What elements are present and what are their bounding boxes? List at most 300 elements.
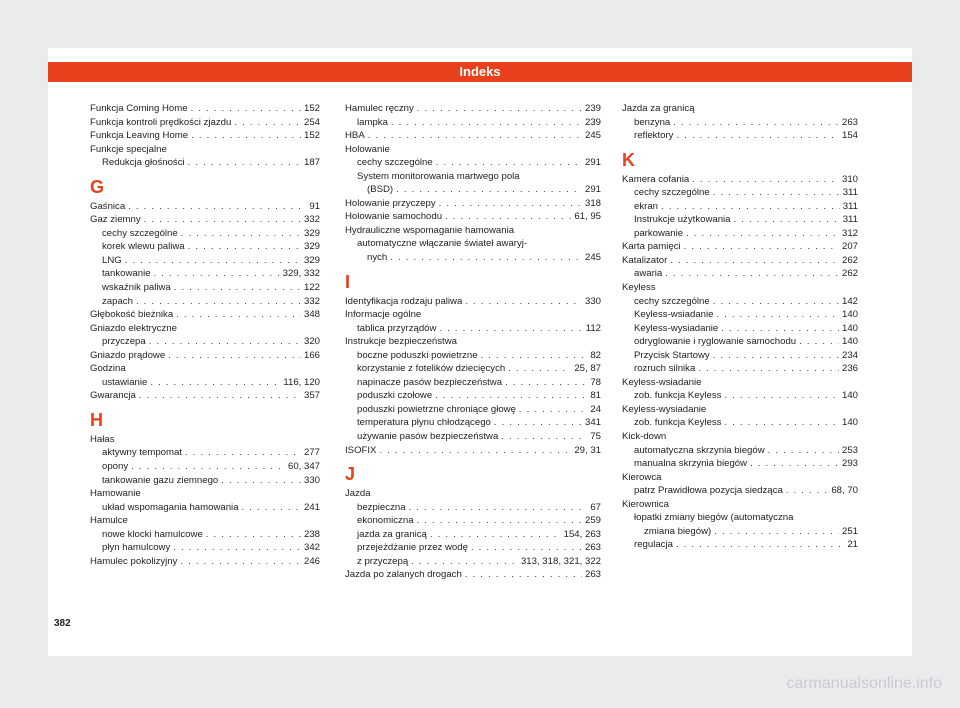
entry-term: opony: [102, 461, 129, 473]
index-entry: [622, 335, 858, 349]
entry-page-ref: 246: [303, 555, 320, 567]
dot-leader: [128, 200, 306, 214]
index-entry: [622, 173, 858, 187]
entry-term: Karta pamięci: [622, 241, 681, 253]
dot-leader: [673, 116, 839, 130]
entry-term: rozruch silnika: [634, 363, 696, 375]
entry-page-ref: 310: [841, 173, 858, 185]
dot-leader: [181, 227, 301, 241]
index-entry: [90, 308, 320, 322]
entry-page-ref: 207: [841, 241, 858, 253]
index-entry: [622, 186, 858, 200]
entry-term: awaria: [634, 268, 663, 280]
entry-term: (BSD): [367, 184, 394, 196]
entry-term: tankowanie: [102, 268, 151, 280]
index-entry: [90, 349, 320, 363]
dot-leader: [125, 254, 301, 268]
dot-leader: [221, 474, 301, 488]
dot-leader: [481, 349, 588, 363]
index-entry: [90, 474, 320, 488]
index-heading: Funkcje specjalne: [90, 143, 167, 155]
index-entry: [622, 484, 858, 498]
entry-page-ref: 330: [303, 474, 320, 486]
entry-page-ref: 152: [303, 103, 320, 114]
dot-leader: [185, 446, 301, 460]
dot-leader: [368, 129, 582, 143]
entry-term: zob. funkcja Keyless: [634, 390, 722, 402]
index-heading: Jazda za granicą: [622, 103, 695, 114]
entry-page-ref: 140: [841, 336, 858, 348]
entry-page-ref: 166: [303, 349, 320, 361]
entry-term: nych: [367, 252, 388, 264]
entry-page-ref: 140: [841, 390, 858, 402]
index-heading: Keyless: [622, 282, 656, 294]
entry-page-ref: 332: [303, 214, 320, 226]
index-entry: [345, 514, 601, 528]
index-heading: Hałas: [90, 433, 115, 445]
entry-term: poduszki czołowe: [357, 390, 433, 402]
watermark: carmanualsonline.info: [786, 675, 942, 692]
entry-term: LNG: [102, 254, 122, 266]
entry-page-ref: 68, 70: [831, 485, 858, 497]
entry-term: korek wlewu paliwa: [102, 241, 185, 253]
dot-leader: [180, 555, 301, 569]
dot-leader: [445, 210, 571, 224]
index-entry: [622, 444, 858, 458]
entry-page-ref: 140: [841, 309, 858, 321]
entry-term: tankowanie gazu ziemnego: [102, 474, 219, 486]
entry-term: układ wspomagania hamowania: [102, 501, 239, 513]
dot-leader: [430, 528, 561, 542]
dot-leader: [519, 403, 587, 417]
index-heading: System monitorowania martwego pola: [357, 170, 520, 182]
entry-term: Holowanie przyczepy: [345, 197, 436, 209]
index-header: Indeks: [48, 62, 912, 82]
dot-leader: [799, 335, 839, 349]
index-entry: [622, 308, 858, 322]
dot-leader: [417, 514, 582, 528]
index-heading: Hamowanie: [90, 488, 141, 500]
entry-page-ref: 91: [309, 200, 320, 212]
dot-leader: [698, 362, 839, 376]
entry-page-ref: 313, 318, 321, 322: [520, 555, 601, 567]
index-entry: [90, 555, 320, 569]
dot-leader: [173, 541, 301, 555]
index-column-3: [622, 102, 858, 552]
entry-page-ref: 236: [841, 363, 858, 375]
entry-page-ref: 262: [841, 268, 858, 280]
entry-term: cechy szczególne: [634, 187, 710, 199]
entry-term: Identyfikacja rodzaju paliwa: [345, 295, 463, 307]
index-entry: [622, 322, 858, 336]
index-entry: [345, 156, 601, 170]
entry-page-ref: 116, 120: [283, 376, 320, 388]
index-entry: [90, 213, 320, 227]
index-entry: [90, 501, 320, 515]
manual-page: [48, 48, 912, 656]
entry-term: tablica przyrządów: [357, 322, 437, 334]
entry-term: Głębokość bieżnika: [90, 309, 174, 321]
entry-term: Katalizator: [622, 254, 668, 266]
entry-page-ref: 154, 263: [563, 528, 601, 540]
dot-leader: [721, 322, 839, 336]
entry-term: korzystanie z fotelików dziecięcych: [357, 363, 506, 375]
index-entry: [345, 251, 601, 265]
index-heading: Informacje ogólne: [345, 309, 422, 321]
dot-leader: [136, 295, 301, 309]
entry-page-ref: 81: [590, 390, 601, 402]
dot-leader: [139, 389, 301, 403]
index-entry: [345, 501, 601, 515]
index-entry: [622, 295, 858, 309]
entry-page-ref: 348: [303, 309, 320, 321]
entry-term: Kamera cofania: [622, 173, 690, 185]
entry-term: HBA: [345, 130, 365, 142]
dot-leader: [391, 116, 582, 130]
dot-leader: [661, 200, 840, 214]
entry-page-ref: 60, 347: [287, 461, 320, 473]
entry-term: automatyczna skrzynia biegów: [634, 444, 765, 456]
dot-leader: [684, 240, 839, 254]
index-entry: [90, 281, 320, 295]
entry-term: Instrukcje użytkowania: [634, 214, 731, 226]
entry-page-ref: 262: [841, 254, 858, 266]
entry-term: ekonomiczna: [357, 515, 414, 527]
entry-term: używanie pasów bezpieczeństwa: [357, 431, 499, 443]
entry-term: cechy szczególne: [102, 227, 178, 239]
index-entry: [345, 444, 601, 458]
entry-page-ref: 311: [842, 200, 858, 212]
entry-page-ref: 245: [584, 252, 601, 264]
entry-term: bezpieczna: [357, 501, 406, 513]
index-entry: [622, 254, 858, 268]
index-heading: Gniazdo elektryczne: [90, 322, 177, 334]
dot-leader: [716, 308, 839, 322]
entry-page-ref: 112: [585, 322, 601, 334]
entry-term: reflektory: [634, 130, 674, 142]
index-entry: [90, 116, 320, 130]
dot-leader: [505, 376, 587, 390]
dot-leader: [396, 183, 582, 197]
index-entry: [90, 129, 320, 143]
index-entry: [90, 267, 320, 281]
index-heading: Godzina: [90, 363, 126, 375]
index-entry: [345, 349, 601, 363]
dot-leader: [750, 457, 839, 471]
entry-page-ref: 311: [842, 214, 858, 226]
entry-page-ref: 329: [303, 241, 320, 253]
index-entry: [345, 389, 601, 403]
entry-term: Keyless-wysiadanie: [634, 322, 719, 334]
dot-leader: [676, 538, 844, 552]
entry-term: wskaźnik paliwa: [102, 282, 171, 294]
dot-leader: [154, 267, 280, 281]
dot-leader: [768, 444, 839, 458]
entry-term: Gaśnica: [90, 200, 126, 212]
index-heading: Instrukcje bezpieczeństwa: [345, 336, 457, 348]
dot-leader: [713, 349, 839, 363]
entry-term: Redukcja głośności: [102, 157, 185, 169]
index-entry: [345, 210, 601, 224]
index-entry: [622, 362, 858, 376]
index-entry: [622, 213, 858, 227]
entry-term: benzyna: [634, 116, 671, 128]
entry-page-ref: 21: [847, 539, 858, 551]
index-entry: [90, 376, 320, 390]
dot-leader: [665, 267, 839, 281]
dot-leader: [242, 501, 301, 515]
entry-page-ref: 318: [584, 197, 601, 209]
dot-leader: [436, 156, 582, 170]
section-letter: H: [90, 409, 103, 430]
entry-term: zapach: [102, 295, 133, 307]
entry-page-ref: 293: [841, 458, 858, 470]
index-heading: Keyless-wsiadanie: [622, 376, 702, 388]
dot-leader: [734, 213, 840, 227]
index-entry: [345, 183, 601, 197]
index-entry: [345, 295, 601, 309]
dot-leader: [670, 254, 839, 268]
entry-page-ref: 140: [841, 322, 858, 334]
dot-leader: [411, 555, 518, 569]
entry-page-ref: 25, 87: [574, 363, 601, 375]
index-entry: [622, 349, 858, 363]
index-entry: [90, 227, 320, 241]
entry-term: ISOFIX: [345, 444, 377, 456]
entry-term: cechy szczególne: [357, 157, 433, 169]
entry-page-ref: 67: [590, 501, 601, 513]
dot-leader: [234, 116, 301, 130]
entry-term: zmiana biegów): [644, 525, 712, 537]
section-letter: G: [90, 176, 105, 197]
index-entry: [622, 389, 858, 403]
dot-leader: [150, 376, 280, 390]
index-entry: [622, 116, 858, 130]
entry-page-ref: 78: [590, 376, 601, 388]
index-entry: [622, 227, 858, 241]
entry-term: patrz Prawidłowa pozycja siedząca: [634, 485, 783, 497]
dot-leader: [409, 501, 588, 515]
index-heading: Kick-down: [622, 431, 667, 443]
entry-term: Holowanie samochodu: [345, 211, 443, 223]
section-letter: K: [622, 149, 635, 170]
dot-leader: [188, 240, 301, 254]
entry-term: zob. funkcja Keyless: [634, 417, 722, 429]
entry-term: jazda za granicą: [357, 528, 427, 540]
entry-term: przejeżdżanie przez wodę: [357, 542, 468, 554]
dot-leader: [174, 281, 301, 295]
entry-page-ref: 253: [841, 444, 858, 456]
entry-page-ref: 239: [584, 103, 601, 114]
entry-page-ref: 239: [584, 116, 601, 128]
entry-term: lampka: [357, 116, 388, 128]
dot-leader: [149, 335, 301, 349]
index-entry: [345, 129, 601, 143]
entry-page-ref: 154: [841, 130, 858, 142]
dot-leader: [176, 308, 301, 322]
dot-leader: [144, 213, 301, 227]
index-entry: [345, 555, 601, 569]
index-entry: [622, 129, 858, 143]
dot-leader: [713, 295, 839, 309]
entry-page-ref: 152: [303, 130, 320, 142]
entry-term: Keyless-wsiadanie: [634, 309, 714, 321]
entry-term: aktywny tempomat: [102, 447, 182, 459]
dot-leader: [439, 322, 582, 336]
dot-leader: [379, 444, 571, 458]
dot-leader: [435, 389, 587, 403]
entry-term: temperatura płynu chłodzącego: [357, 417, 491, 429]
dot-leader: [686, 227, 839, 241]
entry-term: ustawianie: [102, 376, 148, 388]
section-letter: J: [345, 464, 356, 485]
dot-leader: [508, 362, 571, 376]
index-entry: [622, 240, 858, 254]
entry-page-ref: 329: [303, 254, 320, 266]
index-entry: [345, 568, 601, 582]
entry-term: Gaz ziemny: [90, 214, 141, 226]
dot-leader: [168, 349, 301, 363]
dot-leader: [471, 541, 582, 555]
entry-page-ref: 29, 31: [574, 444, 601, 456]
index-entry: [345, 116, 601, 130]
index-entry: [90, 102, 320, 116]
index-entry: [345, 197, 601, 211]
dot-leader: [714, 525, 839, 539]
entry-page-ref: 251: [841, 525, 858, 537]
entry-page-ref: 61, 95: [574, 211, 601, 223]
entry-term: boczne poduszki powietrzne: [357, 349, 478, 361]
entry-page-ref: 291: [584, 157, 601, 169]
entry-term: ekran: [634, 200, 658, 212]
entry-term: Funkcja kontroli prędkości zjazdu: [90, 116, 232, 128]
index-entry: [90, 460, 320, 474]
index-heading: automatyczne włączanie świateł awaryj-: [357, 238, 528, 250]
dot-leader: [692, 173, 839, 187]
dot-leader: [390, 251, 582, 265]
entry-page-ref: 263: [584, 542, 601, 554]
index-heading: Holowanie: [345, 143, 390, 155]
entry-term: manualna skrzynia biegów: [634, 458, 748, 470]
entry-term: Gniazdo prądowe: [90, 349, 166, 361]
index-entry: [622, 267, 858, 281]
entry-term: Hamulec ręczny: [345, 103, 414, 114]
entry-term: Jazda po zalanych drogach: [345, 569, 462, 581]
entry-page-ref: 241: [303, 501, 320, 513]
entry-page-ref: 329: [303, 227, 320, 239]
index-heading: Jazda: [345, 488, 371, 500]
index-entry: [345, 362, 601, 376]
dot-leader: [786, 484, 829, 498]
entry-page-ref: 245: [584, 130, 601, 142]
entry-page-ref: 357: [303, 390, 320, 402]
entry-page-ref: 263: [841, 116, 858, 128]
index-entry: [90, 541, 320, 555]
entry-page-ref: 142: [841, 295, 858, 307]
index-entry: [345, 430, 601, 444]
index-column-1: [90, 102, 320, 568]
entry-term: odryglowanie i ryglowanie samochodu: [634, 336, 797, 348]
entry-term: cechy szczególne: [634, 295, 710, 307]
index-entry: [90, 295, 320, 309]
dot-leader: [417, 102, 582, 116]
entry-page-ref: 329, 332: [282, 268, 320, 280]
entry-term: Funkcja Leaving Home: [90, 130, 189, 142]
index-heading: Keyless-wysiadanie: [622, 403, 707, 415]
entry-page-ref: 259: [584, 515, 601, 527]
dot-leader: [676, 129, 839, 143]
entry-page-ref: 238: [303, 528, 320, 540]
entry-page-ref: 234: [841, 349, 858, 361]
index-entry: [90, 335, 320, 349]
dot-leader: [188, 156, 301, 170]
index-heading: łopatki zmiany biegów (automatyczna: [634, 512, 794, 524]
index-entry: [90, 254, 320, 268]
entry-term: nowe klocki hamulcowe: [102, 528, 203, 540]
entry-page-ref: 332: [303, 295, 320, 307]
entry-term: poduszki powietrzne chroniące głowę: [357, 403, 516, 415]
entry-page-ref: 82: [590, 349, 601, 361]
entry-page-ref: 330: [584, 295, 601, 307]
index-entry: [345, 528, 601, 542]
entry-term: parkowanie: [634, 227, 684, 239]
dot-leader: [439, 197, 582, 211]
entry-term: z przyczepą: [357, 555, 409, 567]
entry-page-ref: 24: [590, 403, 601, 415]
dot-leader: [131, 460, 285, 474]
entry-term: Gwarancja: [90, 390, 136, 402]
dot-leader: [713, 186, 840, 200]
entry-page-ref: 342: [303, 542, 320, 554]
dot-leader: [501, 430, 587, 444]
entry-page-ref: 254: [303, 116, 320, 128]
index-heading: Kierowca: [622, 471, 662, 483]
index-entry: [345, 376, 601, 390]
entry-page-ref: 187: [303, 157, 320, 169]
index-entry: [622, 200, 858, 214]
entry-page-ref: 311: [842, 187, 858, 199]
entry-page-ref: 312: [841, 227, 858, 239]
dot-leader: [724, 389, 839, 403]
dot-leader: [191, 102, 301, 116]
entry-term: Funkcja Coming Home: [90, 103, 188, 114]
entry-term: Przycisk Startowy: [634, 349, 710, 361]
entry-page-ref: 75: [590, 431, 601, 443]
index-entry: [345, 541, 601, 555]
entry-term: napinacze pasów bezpieczeństwa: [357, 376, 503, 388]
entry-term: Hamulec pokolizyjny: [90, 555, 178, 567]
index-entry: [622, 525, 858, 539]
index-entry: [90, 446, 320, 460]
index-entry: [345, 102, 601, 116]
index-entry: [345, 416, 601, 430]
index-heading: Hamulce: [90, 515, 128, 527]
entry-term: regulacja: [634, 539, 673, 551]
entry-page-ref: 263: [584, 569, 601, 581]
entry-page-ref: 341: [584, 417, 601, 429]
index-entry: [90, 389, 320, 403]
entry-page-ref: 122: [303, 282, 320, 294]
index-entry: [90, 200, 320, 214]
dot-leader: [724, 416, 839, 430]
dot-leader: [494, 416, 582, 430]
entry-page-ref: 277: [303, 447, 320, 459]
entry-page-ref: 320: [303, 336, 320, 348]
index-entry: [345, 403, 601, 417]
entry-page-ref: 291: [584, 184, 601, 196]
dot-leader: [191, 129, 301, 143]
entry-page-ref: 140: [841, 417, 858, 429]
